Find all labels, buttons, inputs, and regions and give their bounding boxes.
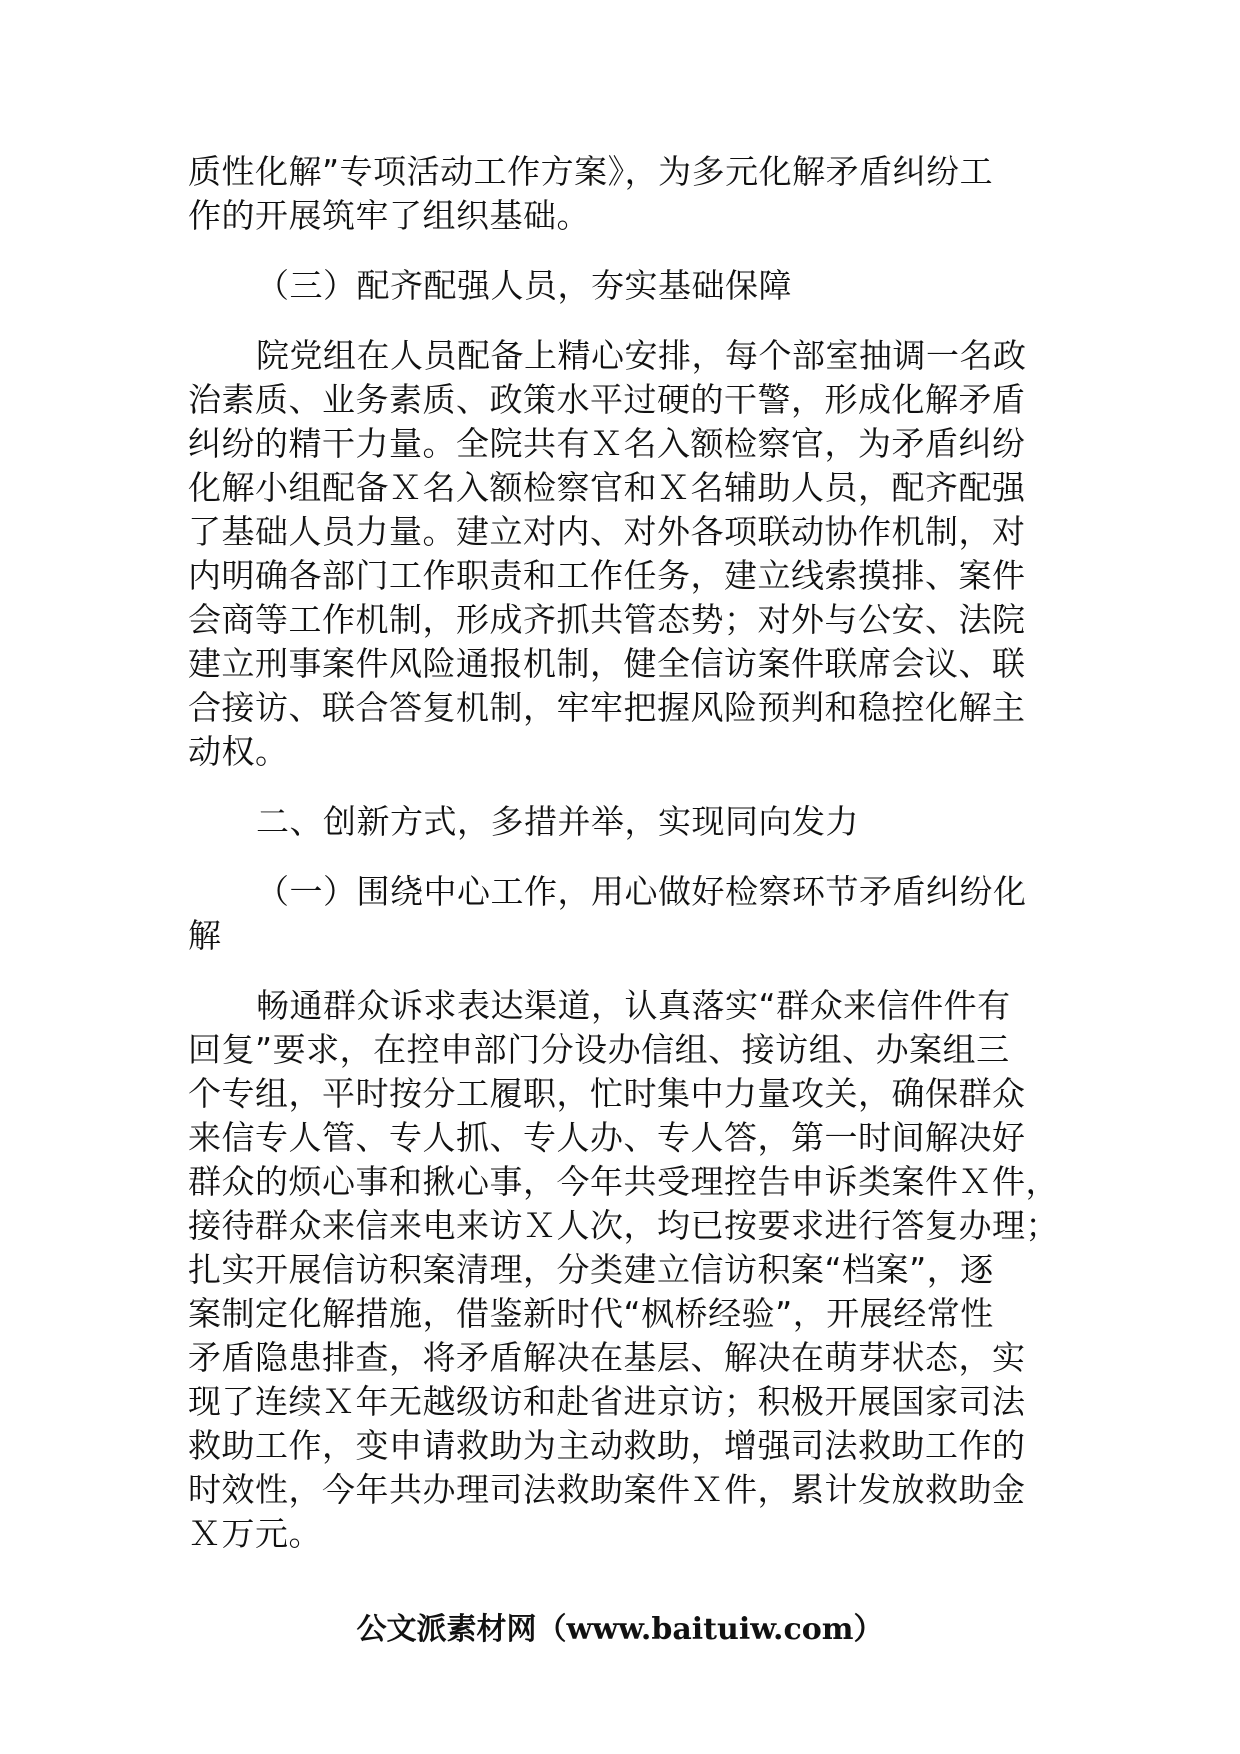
paragraph-staffing bbox=[188, 334, 1048, 774]
text-line: 回复”要求，在控申部门分设办信组、接访组、办案组三 bbox=[188, 1030, 1010, 1069]
text-line: 扎实开展信访积案清理，分类建立信访积案“档案”，逐 bbox=[188, 1250, 994, 1289]
text-line: Ｘ万元。 bbox=[188, 1514, 322, 1553]
text-line: 个专组，平时按分工履职，忙时集中力量攻关，确保群众 bbox=[188, 1074, 1026, 1113]
paragraph-continuation bbox=[188, 150, 1048, 238]
text-line: 化解小组配备Ｘ名入额检察官和Ｘ名辅助人员，配齐配强 bbox=[188, 468, 1026, 507]
text-line: （一）围绕中心工作，用心做好检察环节矛盾纠纷化 bbox=[256, 872, 1027, 911]
text-line: （三）配齐配强人员，夯实基础保障 bbox=[256, 266, 792, 305]
subheading-one bbox=[188, 870, 1048, 958]
text-line: 案制定化解措施，借鉴新时代“枫桥经验”，开展经常性 bbox=[188, 1294, 994, 1333]
text-line: 接待群众来信来电来访Ｘ人次，均已按要求进行答复办理； bbox=[188, 1206, 1059, 1245]
text-line: 质性化解”专项活动工作方案》，为多元化解矛盾纠纷工 bbox=[188, 152, 994, 191]
text-line: 群众的烦心事和揪心事，今年共受理控告申诉类案件Ｘ件， bbox=[188, 1162, 1059, 1201]
paragraph-petitions bbox=[188, 984, 1059, 1556]
text-line: 现了连续Ｘ年无越级访和赴省进京访；积极开展国家司法 bbox=[188, 1382, 1026, 1421]
text-line: 会商等工作机制，形成齐抓共管态势；对外与公安、法院 bbox=[188, 600, 1026, 639]
footer-watermark: 公文派素材网（www.baituiw.com） bbox=[356, 1612, 884, 1647]
text-line: 作的开展筑牢了组织基础。 bbox=[188, 196, 590, 235]
text-line: 院党组在人员配备上精心安排，每个部室抽调一名政 bbox=[256, 336, 1027, 375]
text-line: 纠纷的精干力量。全院共有Ｘ名入额检察官，为矛盾纠纷 bbox=[188, 424, 1026, 463]
text-line: 合接访、联合答复机制，牢牢把握风险预判和稳控化解主 bbox=[188, 688, 1026, 727]
text-line: 二、创新方式，多措并举，实现同向发力 bbox=[256, 802, 859, 841]
text-line: 矛盾隐患排查，将矛盾解决在基层、解决在萌芽状态，实 bbox=[188, 1338, 1026, 1377]
text-line: 解 bbox=[188, 916, 222, 955]
text-line: 内明确各部门工作职责和工作任务，建立线索摸排、案件 bbox=[188, 556, 1026, 595]
document-body bbox=[188, 150, 1059, 1556]
text-line: 治素质、业务素质、政策水平过硬的干警，形成化解矛盾 bbox=[188, 380, 1026, 419]
text-line: 来信专人管、专人抓、专人办、专人答，第一时间解决好 bbox=[188, 1118, 1026, 1157]
subheading-three bbox=[188, 264, 1048, 308]
section-heading-two bbox=[188, 800, 1048, 844]
text-line: 时效性，今年共办理司法救助案件Ｘ件，累计发放救助金 bbox=[188, 1470, 1026, 1509]
text-line: 畅通群众诉求表达渠道，认真落实“群众来信件件有 bbox=[256, 986, 1011, 1025]
text-line: 救助工作，变申请救助为主动救助，增强司法救助工作的 bbox=[188, 1426, 1026, 1465]
text-line: 动权。 bbox=[188, 732, 289, 771]
text-line: 了基础人员力量。建立对内、对外各项联动协作机制，对 bbox=[188, 512, 1026, 551]
text-line: 建立刑事案件风险通报机制，健全信访案件联席会议、联 bbox=[188, 644, 1026, 683]
